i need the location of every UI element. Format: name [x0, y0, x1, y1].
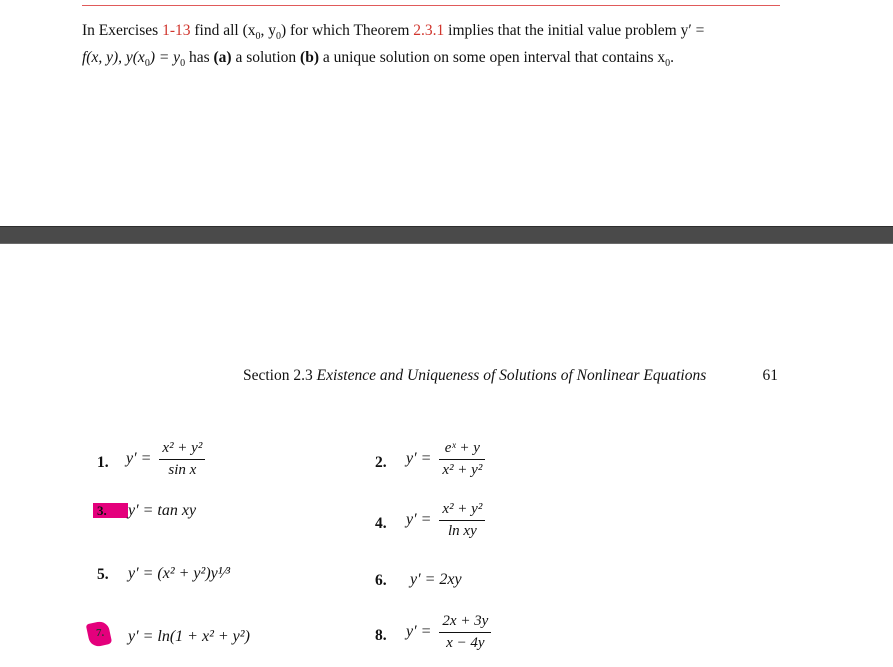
exercise-8-equation — [406, 613, 491, 652]
denominator: x² + y² — [439, 459, 485, 479]
fraction — [159, 440, 205, 479]
intro-text: implies that the initial value problem y′ = — [444, 22, 705, 39]
exercise-6-number: 6. — [375, 572, 387, 589]
theorem-link[interactable]: 2.3.1 — [413, 22, 445, 39]
exercise-2-equation — [406, 440, 485, 479]
exercise-1-number: 1. — [97, 454, 109, 471]
equation-lhs: y′ = — [406, 511, 432, 529]
equation-lhs: y′ = — [126, 450, 152, 468]
section-title: Existence and Uniqueness of Solutions of Nonlinear Equations — [316, 367, 707, 384]
exercise-2-number: 2. — [375, 454, 387, 471]
denominator: x − 4y — [439, 632, 491, 652]
intro-text: In Exercises — [82, 22, 163, 39]
fraction — [439, 440, 485, 479]
numerator: x² + y² — [442, 501, 483, 517]
exercise-5-equation: y′ = (x² + y²)y¹⁄³ — [128, 565, 231, 582]
exercise-4-number: 4. — [375, 515, 387, 532]
fraction — [439, 613, 491, 652]
exercise-5-number: 5. — [97, 566, 109, 583]
exercise-3-equation: y′ = tan xy — [128, 502, 197, 519]
intro-text: a solution — [231, 49, 301, 67]
subscript: 0 — [144, 58, 150, 70]
intro-math: ) = y — [149, 49, 181, 67]
numerator: eˣ + y — [444, 440, 480, 456]
exercise-4-equation — [406, 501, 485, 540]
exercise-7-number: 7. — [96, 627, 105, 639]
numerator: x² + y² — [162, 440, 203, 456]
exercise-7-equation: y′ = ln(1 + x² + y²) — [128, 628, 250, 645]
denominator: sin x — [159, 459, 205, 479]
equation-lhs: y′ = — [406, 623, 432, 641]
section-number: Section 2.3 — [243, 367, 317, 384]
intro-text: ) for which Theorem — [280, 22, 414, 39]
intro-math: f(x, y), y(x — [82, 49, 145, 67]
page-number: 61 — [762, 367, 778, 384]
exercise-8-number: 8. — [375, 627, 387, 644]
equation-lhs: y′ = — [406, 450, 432, 468]
top-rule — [82, 5, 780, 6]
page-divider-bar — [0, 226, 893, 244]
section-header — [243, 367, 778, 385]
intro-text: a unique solution on some open interval that contains x — [319, 49, 666, 67]
exercise-3-number: 3. — [97, 503, 107, 518]
exercise-6-equation: y′ = 2xy — [410, 571, 462, 588]
subscript: 0 — [275, 31, 281, 43]
exercise-range-link[interactable]: 1-13 — [162, 22, 191, 39]
exercise-1-equation — [126, 440, 205, 479]
part-b-label: (b) — [300, 49, 319, 67]
intro-text: , y — [260, 22, 276, 39]
intro-text: . — [670, 49, 674, 67]
intro-paragraph — [82, 20, 782, 74]
denominator: ln xy — [439, 520, 485, 540]
fraction — [439, 501, 485, 540]
subscript: 0 — [255, 31, 261, 43]
subscript: 0 — [180, 58, 186, 70]
part-a-label: (a) — [213, 49, 232, 67]
intro-text: find all (x — [190, 22, 256, 39]
numerator: 2x + 3y — [442, 613, 489, 629]
subscript: 0 — [665, 58, 671, 70]
intro-text: has — [185, 49, 214, 67]
